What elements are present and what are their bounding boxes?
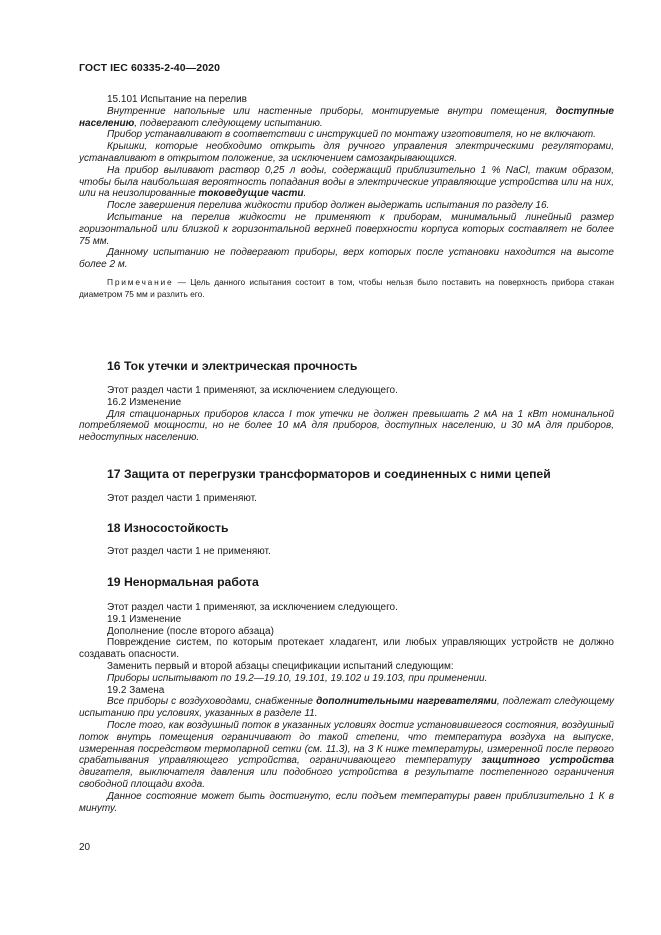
clause-heading: 19.1 Изменение <box>107 613 182 625</box>
section-19-body <box>79 602 614 814</box>
paragraph: Крышки, которые необходимо открыть для ручного управления электрическими регуляторами, устанавливают в открытом положение, за исключением самозакрывающихся. <box>79 141 614 164</box>
defined-term: дополнительными нагревателями <box>316 696 497 708</box>
paragraph: Заменить первый и второй абзацы спецификации испытаний следующим: <box>107 660 454 672</box>
paragraph: Этот раздел части 1 применяют, за исключением следующего. <box>107 602 398 613</box>
section-18-body <box>79 546 614 558</box>
paragraph: Дополнение (после второго абзаца) <box>107 625 274 637</box>
paragraph <box>79 720 614 791</box>
paragraph <box>79 165 614 200</box>
section-16-body <box>79 385 614 444</box>
paragraph <box>79 696 614 720</box>
paragraph: Данное состояние может быть достигнуто, если подъем температуры равен приблизительно 1 К в минуту. <box>79 790 614 814</box>
document-header: ГОСТ IEC 60335-2-40—2020 <box>79 62 221 74</box>
paragraph: Данному испытанию не подвергают приборы, верх которых после установки находится на высоте более 2 м. <box>79 247 614 271</box>
clause-heading: 15.101 Испытание на перелив <box>107 94 247 105</box>
text: На прибор выливают раствор 0,25 л воды, содержащий приблизительно 1 % NaCl, таким образом, чтобы была наибольшая вероятность попадания воды в электрические управляющие устройства или на них, или на неизолированные <box>79 164 614 200</box>
text: , подлежат следующему испытанию при условиях, указанных в разделе 11. <box>79 696 614 720</box>
paragraph: Испытание на перелив жидкости не применяют к приборам, минимальный линейный размер горизонтальной или близкой к горизонтальной верхней поверхности корпуса которых составляет не более 75 мм. <box>79 211 614 247</box>
paragraph: После завершения перелива жидкости прибор должен выдержать испытания по разделу 16. <box>107 200 550 212</box>
paragraph: Этот раздел части 1 применяют, за исключением следующего. <box>107 385 398 396</box>
paragraph: Для стационарных приборов класса I ток утечки не должен превышать 2 мА на 1 кВт номинальной потребляемой мощности, но не более 10 мА для приборов, доступных населению, и 30 мА для приборов, недоступных населению. <box>79 408 614 444</box>
section-18-title: 18 Износостойкость <box>107 521 229 535</box>
text: . <box>303 188 307 200</box>
text: Все приборы с воздуховодами, снабженные <box>107 696 317 708</box>
paragraph: Повреждение систем, по которым протекает хладагент, или любых управляющих устройств не должно создавать опасности. <box>79 637 614 661</box>
note-label: Примечание <box>107 276 174 287</box>
text: После того, как воздушный поток в указанных условиях достиг установившегося состояния, воздушный поток внутрь помещения ограничивают до такой степени, что температура воздуха на выпуске, измеренная посредством термопарной сетки (см. 11.3), на 3 К ниже температуры, измеренной после первого срабатывания управляющего устройства, ограничивающего температуру <box>79 719 614 767</box>
paragraph: Этот раздел части 1 применяют. <box>107 493 257 504</box>
paragraph <box>79 106 614 130</box>
section-15-101 <box>79 94 614 301</box>
clause-heading: 19.2 Замена <box>107 684 165 696</box>
paragraph: Этот раздел части 1 не применяют. <box>107 546 271 557</box>
defined-term: доступные населению <box>79 105 614 129</box>
paragraph: Приборы испытывают по 19.2—19.10, 19.101, 19.102 и 19.103, при применении. <box>107 672 488 684</box>
note <box>79 277 614 301</box>
note-text: — Цель данного испытания состоит в том, чтобы нельзя было поставить на поверхность прибора стакан диаметром 75 мм и разлить его. <box>79 276 614 299</box>
text: двигателя, выключателя давления или подобного устройства в результате постепенного ограничения свободной площади входа. <box>79 767 614 790</box>
defined-term: токоведущие части <box>198 188 304 200</box>
section-17-body <box>79 493 614 505</box>
text: Внутренние напольные или настенные приборы, монтируемые внутри помещения, <box>107 105 556 117</box>
section-19-title: 19 Ненормальная работа <box>107 575 259 589</box>
section-17-title: 17 Защита от перегрузки трансформаторов и соединенных с ними цепей <box>107 467 551 481</box>
defined-term: защитного устройства <box>481 755 614 767</box>
clause-heading: 16.2 Изменение <box>107 396 182 408</box>
section-16-title: 16 Ток утечки и электрическая прочность <box>107 359 358 373</box>
page-number: 20 <box>79 842 91 853</box>
text: , подвергают следующему испытанию. <box>134 117 323 129</box>
paragraph: Прибор устанавливают в соответствии с инструкцией по монтажу изготовителя, но не включают. <box>107 129 596 141</box>
